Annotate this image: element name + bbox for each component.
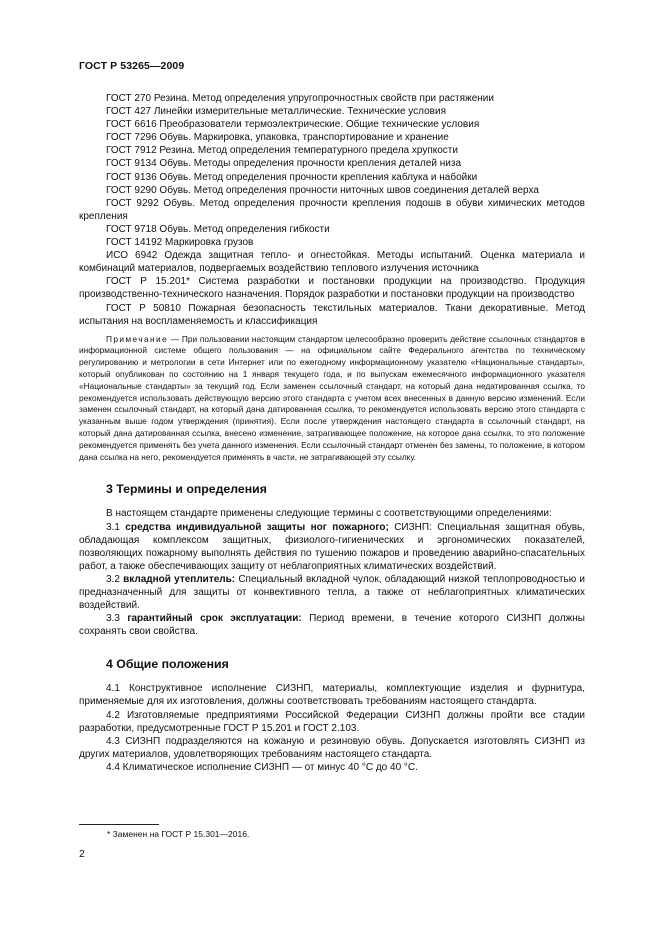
note-text: — При пользовании настоящим стандартом целесообразно проверить действие ссылочных стандартов в информационной системе общего пользования — на официальном сайте Федерального агентства по техническому регулированию и метрологии в сети Интернет или по ежегодному информационному указателю «Национальные стандарты», который опубликован по состоянию на 1 января текущего года, и по выпускам ежемесячного информационного указателя «Национальные стандарты» за текущий год. Если заменен ссылочный стандарт, на который дана недатированная ссылка, то рекомендуется использовать действующую версию этого стандарта с учетом всех внесенных в данную версию изменений. Если заменен ссылочный стандарт, на который дана датированная ссылка, то рекомендуется использовать версию этого стандарта с указанным выше годом утверждения (принятия). Если после утверждения настоящего стандарта в ссылочный стандарт, на который дана датированная ссылка, внесено изменение, затрагивающее положение, на которое дана ссылка, то это положение рекомендуется применять без учета данного изменения. Если ссылочный стандарт отменен без замены, то положение, в котором дана ссылка на него, рекомендуется применять в части, не затрагивающей эту ссылку. xyxy=(79,333,585,462)
section-4-heading: 4 Общие положения xyxy=(106,657,229,672)
reference-item: ГОСТ 270 Резина. Метод определения упругопрочностных свойств при растяжении xyxy=(106,93,494,104)
normative-references-list xyxy=(79,92,585,328)
reference-item: ГОСТ 427 Линейки измерительные металлические. Технические условия xyxy=(106,106,446,118)
general-provision-item: 4.1 Конструктивное исполнение СИЗНП, материалы, комплектующие изделия и фурнитура, применяемые для их изготовления, должны соответствовать требованиям настоящего стандарта. xyxy=(79,683,585,708)
reference-item: ГОСТ 7296 Обувь. Маркировка, упаковка, транспортирование и хранение xyxy=(106,132,449,144)
term-definition-text: СИЗНП: Специальная защитная обувь, обладающая комплексом защитных, физиолого-гигиенических и эргономических показателей, позволяющих пожарному выполнять действия по тушению пожаров и проведению аварийно-спасательных работ, а также обеспечивающих защиту от неблагоприятных климатических воздействий. xyxy=(79,521,586,572)
reference-item: ГОСТ 7912 Резина. Метод определения температурного предела хрупкости xyxy=(106,145,458,157)
term-name: вкладной утеплитель: xyxy=(123,573,236,585)
general-provision-item: 4.4 Климатическое исполнение СИЗНП — от минус 40 °С до 40 °С. xyxy=(106,761,418,773)
reference-item: ИСО 6942 Одежда защитная тепло- и огнестойкая. Методы испытаний. Оценка материала и комбинаций материалов, подвергаемых воздействию теплового излучения источника xyxy=(79,250,585,275)
reference-item: ГОСТ 9292 Обувь. Метод определения прочности крепления подошв в обуви химических методов крепления xyxy=(79,197,585,222)
section-3-intro: В настоящем стандарте применены следующие термины с соответствующими определениями: xyxy=(106,508,552,520)
term-definition xyxy=(79,573,585,612)
reference-item: ГОСТ Р 15.201* Система разработки и постановки продукции на производство. Продукция производственно-технического назначения. Порядок разработки и постановки продукции на производство xyxy=(79,276,585,301)
general-provision-item: 4.3 СИЗНП подразделяются на кожаную и резиновую обувь. Допускается изготовлять СИЗНП из других материалов, удовлетворяющих требованиям настоящего стандарта. xyxy=(79,735,585,760)
reference-item: ГОСТ 9134 Обувь. Методы определения прочности крепления деталей низа xyxy=(106,158,461,170)
term-definition-text: Специальный вкладной чулок, обладающий низкой теплопроводностью и предназначенный для защиты от конвективного тепла, а также от неблагоприятных климатических воздействий. xyxy=(79,573,585,612)
term-number: 3.3 xyxy=(106,613,128,625)
reference-item: ГОСТ 6616 Преобразователи термоэлектрические. Общие технические условия xyxy=(106,119,480,131)
general-provision-item: 4.2 Изготовляемые предприятиями Российской Федерации СИЗНП должны пройти все стадии разработки, предусмотренные ГОСТ Р 15.201 и ГОСТ 2.103. xyxy=(79,709,585,734)
footnote-divider xyxy=(79,824,159,825)
section-3-heading: 3 Термины и определения xyxy=(106,482,267,497)
references-note xyxy=(79,334,585,464)
reference-item: ГОСТ 9290 Обувь. Метод определения прочности ниточных швов соединения деталей верха xyxy=(106,184,539,196)
term-number: 3.2 xyxy=(106,573,124,585)
reference-item: ГОСТ 9718 Обувь. Метод определения гибкости xyxy=(106,223,330,235)
page-number: 2 xyxy=(79,848,85,860)
term-definition xyxy=(79,521,585,573)
term-number: 3.1 xyxy=(106,521,126,533)
term-definition xyxy=(79,612,585,638)
reference-item: ГОСТ 14192 Маркировка грузов xyxy=(106,237,254,249)
page-content xyxy=(79,92,585,774)
term-definition-text: Период времени, в течение которого СИЗНП должны сохранять свои свойства. xyxy=(79,613,585,638)
reference-item: ГОСТ 9136 Обувь. Метод определения прочности крепления каблука и набойки xyxy=(106,171,478,183)
footnote: * Заменен на ГОСТ Р 15.301—2016. xyxy=(107,829,250,839)
document-code-header: ГОСТ Р 53265—2009 xyxy=(79,60,185,72)
reference-item: ГОСТ Р 50810 Пожарная безопасность текстильных материалов. Ткани декоративные. Метод испытания на воспламеняемость и классификация xyxy=(79,302,585,327)
note-label: Примечание xyxy=(106,333,169,344)
term-name: средства индивидуальной защиты ног пожарного; xyxy=(125,521,389,533)
term-name: гарантийный срок эксплуатации: xyxy=(127,613,302,625)
